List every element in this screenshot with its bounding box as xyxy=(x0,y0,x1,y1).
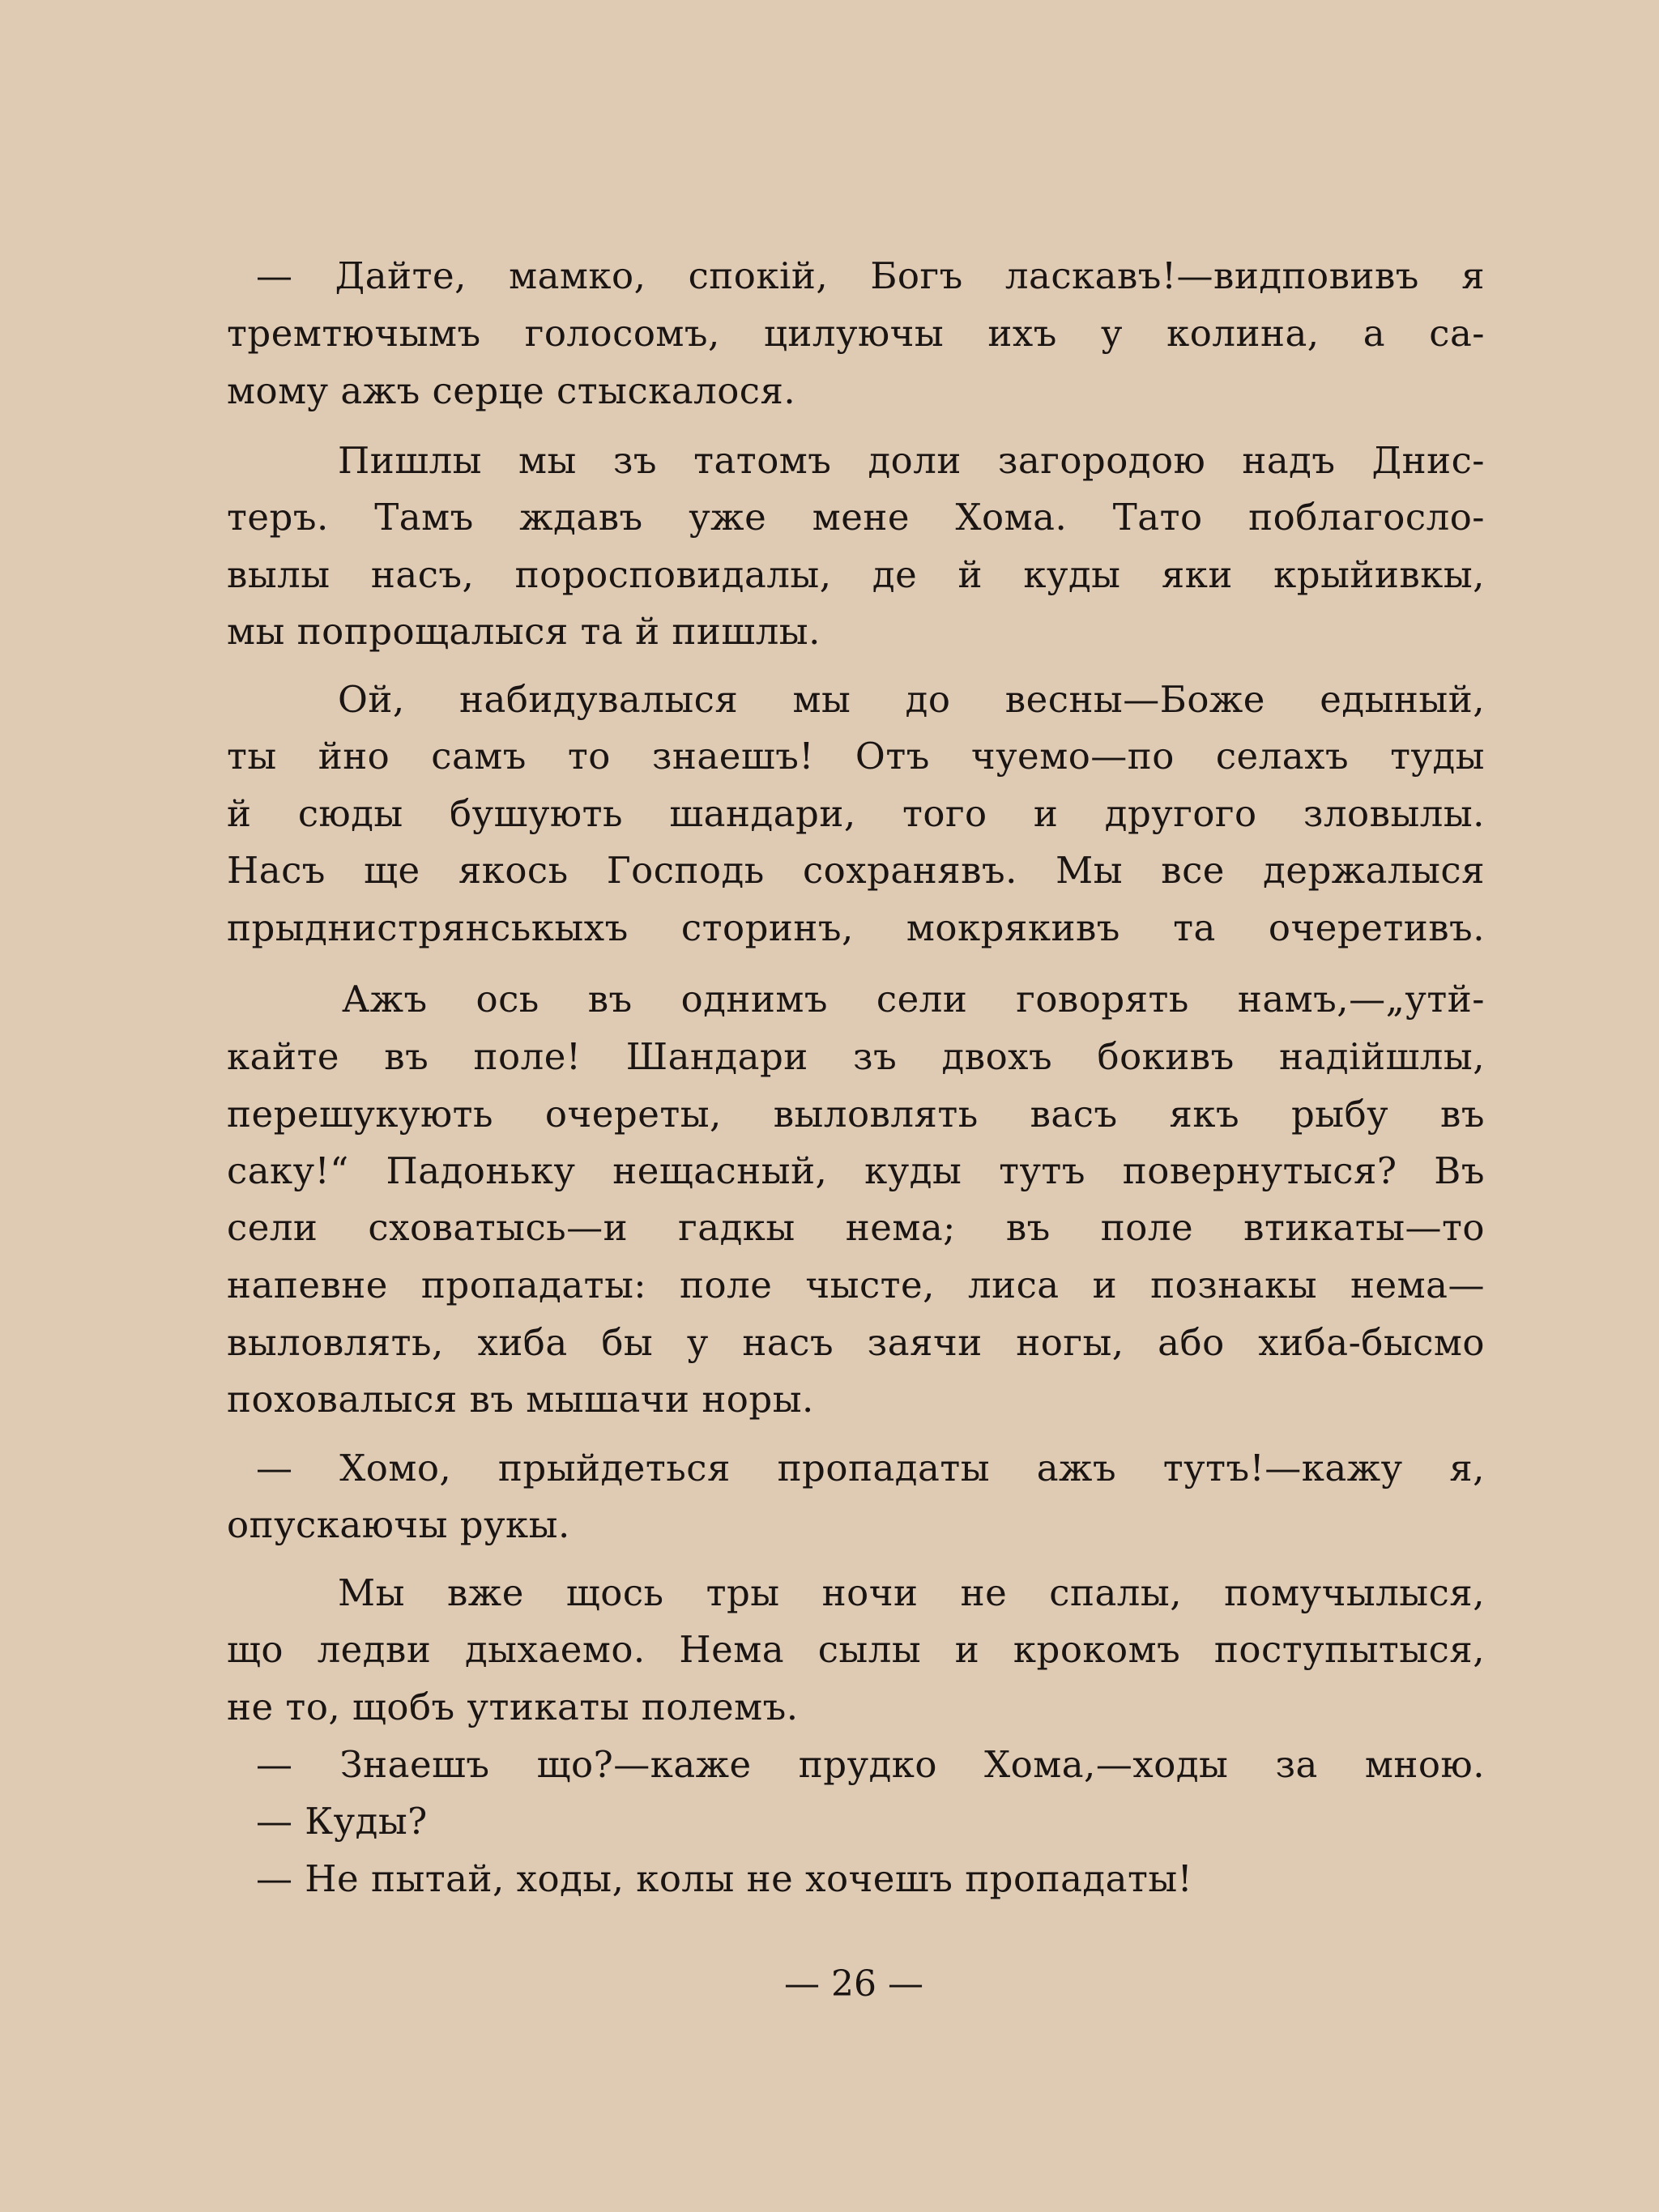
text-line-6: вылы насъ, поросповидалы, де й куды яки крыйивкы, xyxy=(227,553,1485,596)
text-line-21: — Хомо, прыйдеться пропадаты ажъ тутъ!—кажу я, xyxy=(256,1447,1485,1490)
text-line-14: кайте въ поле! Шандари зъ двохъ бокивъ надійшлы, xyxy=(227,1035,1485,1078)
text-line-12: прыднистрянськыхъ сторинъ, мокрякивъ та очеретивъ. xyxy=(227,906,1485,949)
text-line-4: Пишлы мы зъ татомъ доли загородою надъ Днис- xyxy=(338,439,1485,482)
page-number: — 26 — xyxy=(784,1963,923,2005)
text-line-28: — Не пытай, ходы, колы не хочешъ пропадаты! xyxy=(256,1857,1193,1900)
text-line-11: Насъ ще якось Господь сохранявъ. Мы все держалыся xyxy=(227,849,1485,892)
text-line-13: Ажъ ось въ однимъ сели говорять намъ,—„утй- xyxy=(342,978,1485,1021)
text-line-20: поховалыся въ мышачи норы. xyxy=(227,1378,814,1421)
text-line-3: мому ажъ серце стыскалося. xyxy=(227,369,796,412)
text-line-10: й сюды бушують шандари, того и другого зловылы. xyxy=(227,792,1485,835)
text-line-2: тремтючымъ голосомъ, цилуючы ихъ у колина, а са- xyxy=(227,312,1485,355)
text-line-17: сели сховатысь—и гадкы нема; въ поле втикаты—то xyxy=(227,1206,1485,1249)
text-line-24: що ледви дыхаемо. Нема сылы и крокомъ поступытыся, xyxy=(227,1628,1485,1671)
text-line-1: — Дайте, мамко, спокій, Богъ ласкавъ!—видповивъ я xyxy=(256,254,1485,297)
text-line-26: — Знаешъ що?—каже прудко Хома,—ходы за мною. xyxy=(256,1743,1485,1786)
text-line-25: не то, щобъ утикаты полемъ. xyxy=(227,1686,799,1728)
text-line-16: саку!“ Падоньку нещасный, куды тутъ повернутыся? Въ xyxy=(227,1149,1485,1192)
text-line-18: напевне пропадаты: поле чысте, лиса и познакы нема— xyxy=(227,1264,1485,1306)
text-line-7: мы попрощалыся та й пишлы. xyxy=(227,610,821,653)
text-line-19: выловлять, хиба бы у насъ заячи ногы, або хиба-бысмо xyxy=(227,1321,1485,1364)
text-line-5: теръ. Тамъ ждавъ уже мене Хома. Тато поблагосло- xyxy=(227,496,1485,539)
text-line-15: перешукують очереты, выловлять васъ якъ рыбу въ xyxy=(227,1093,1485,1136)
text-line-9: ты йно самъ то знаешъ! Отъ чуемо—по селахъ туды xyxy=(227,735,1485,778)
text-line-22: опускаючы рукы. xyxy=(227,1503,570,1546)
text-line-8: Ой, набидувалыся мы до весны—Боже едыный, xyxy=(338,678,1485,721)
text-line-27: — Куды? xyxy=(256,1800,428,1843)
text-line-23: Мы вже щось тры ночи не спалы, помучылыся, xyxy=(338,1571,1485,1614)
